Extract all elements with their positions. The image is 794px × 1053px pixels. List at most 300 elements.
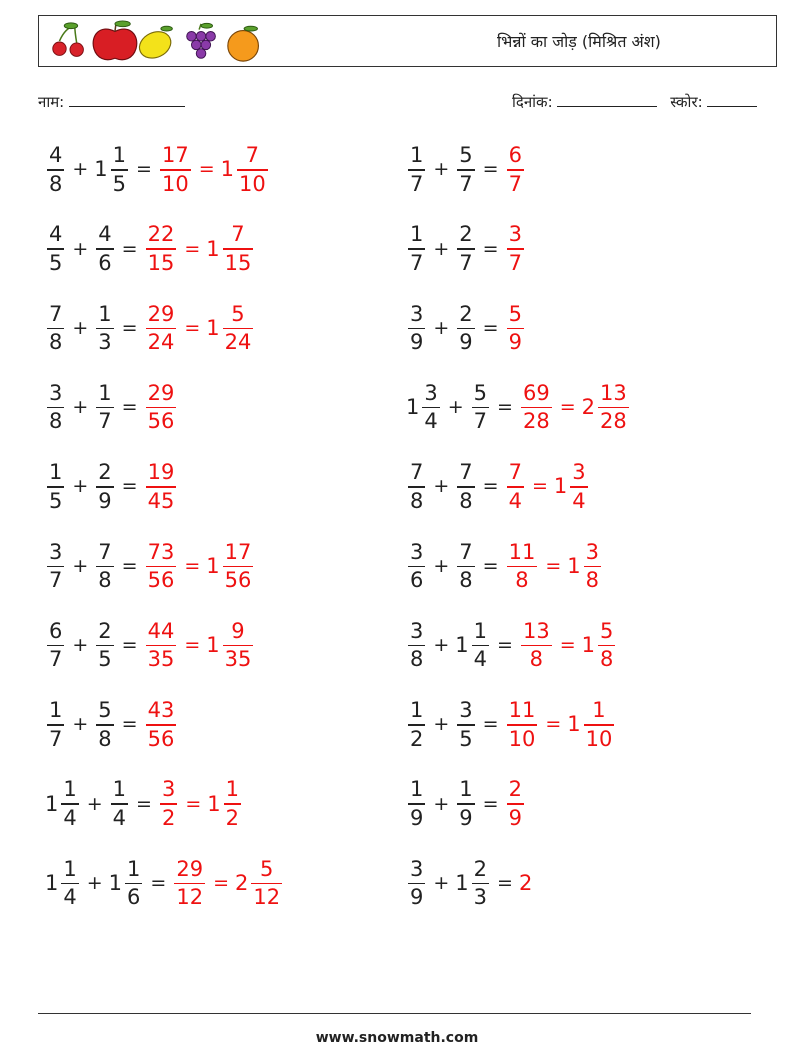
answer-mixed-fraction xyxy=(598,380,629,434)
denominator: 5 xyxy=(49,250,63,275)
answer-mixed-number xyxy=(206,224,255,274)
answer-fraction xyxy=(507,224,524,274)
denominator: 7 xyxy=(508,171,522,196)
answer-mixed-whole: 1 xyxy=(206,236,220,261)
numerator: 6 xyxy=(49,618,63,643)
addend-a-number xyxy=(45,856,81,910)
answer-mixed-number xyxy=(235,856,284,910)
addend-a-number xyxy=(45,779,81,829)
plus-sign: + xyxy=(433,792,450,815)
equals-sign: = xyxy=(184,634,201,657)
answer-mixed-number xyxy=(206,301,255,355)
denominator: 10 xyxy=(239,171,266,196)
fraction-bar xyxy=(146,328,177,330)
equals-sign: = xyxy=(121,634,138,657)
denominator: 9 xyxy=(508,805,522,830)
numerator: 11 xyxy=(508,539,536,564)
fraction-bar xyxy=(223,645,254,647)
problem-item xyxy=(406,700,616,760)
answer-mixed-whole: 1 xyxy=(206,553,220,578)
score-label: स्कोर: xyxy=(670,93,703,111)
fraction-bar xyxy=(96,566,113,568)
denominator: 8 xyxy=(98,568,112,592)
answer-fraction xyxy=(146,700,177,750)
fraction-bar xyxy=(408,883,425,885)
numerator: 19 xyxy=(147,460,175,485)
addend-a-number xyxy=(406,462,427,512)
answer-mixed-number xyxy=(206,539,255,592)
numerator: 5 xyxy=(260,856,274,881)
numerator: 13 xyxy=(600,380,627,405)
denominator: 35 xyxy=(147,647,175,672)
fraction-bar xyxy=(223,566,254,568)
numerator: 22 xyxy=(147,222,175,247)
plus-sign: + xyxy=(433,237,450,260)
numerator: 3 xyxy=(161,777,176,802)
answer-mixed-fraction xyxy=(224,779,241,829)
date-label: दिनांक: xyxy=(512,93,553,111)
fraction-bar xyxy=(472,645,489,647)
fraction-bar xyxy=(146,407,177,409)
equals-sign: = xyxy=(184,316,201,339)
addend-a-number xyxy=(45,145,66,195)
problem-item xyxy=(45,539,255,602)
addend-a-whole: 1 xyxy=(45,791,59,816)
equals-sign: = xyxy=(559,396,576,419)
addend-a-fraction xyxy=(408,618,425,672)
score-blank xyxy=(707,92,757,107)
numerator: 1 xyxy=(98,301,112,326)
plus-sign: + xyxy=(447,396,464,419)
numerator: 29 xyxy=(147,380,175,405)
addend-b-number xyxy=(455,145,476,195)
name-field xyxy=(38,92,185,112)
addend-a-number xyxy=(406,145,427,195)
addend-b-fraction xyxy=(96,700,113,750)
equals-sign: = xyxy=(121,316,138,339)
numerator: 69 xyxy=(522,380,550,405)
numerator: 29 xyxy=(176,856,204,881)
denominator: 3 xyxy=(98,330,112,355)
addend-a-number xyxy=(406,700,427,750)
denominator: 2 xyxy=(161,805,176,830)
answer-fraction xyxy=(507,539,538,592)
addend-a-fraction xyxy=(408,779,425,829)
fraction-bar xyxy=(598,645,615,647)
equals-sign: = xyxy=(545,713,562,736)
fraction-bar xyxy=(457,169,474,171)
answer-mixed-number xyxy=(567,539,603,592)
denominator: 9 xyxy=(410,885,424,910)
addend-a-number xyxy=(406,779,427,829)
numerator: 1 xyxy=(63,856,77,881)
answer-fraction xyxy=(146,380,177,434)
fraction-bar xyxy=(507,803,524,805)
problem-item xyxy=(45,700,178,760)
denominator: 9 xyxy=(459,805,473,830)
addend-b-number xyxy=(470,380,491,434)
addend-a-number xyxy=(406,224,427,274)
addend-a-fraction xyxy=(408,224,425,274)
denominator: 4 xyxy=(572,488,586,513)
fraction-bar xyxy=(408,169,425,171)
fraction-bar xyxy=(408,566,425,568)
denominator: 5 xyxy=(49,488,63,513)
denominator: 9 xyxy=(410,805,424,830)
denominator: 8 xyxy=(410,647,424,672)
equation xyxy=(45,856,284,910)
equation xyxy=(406,145,526,195)
fraction-bar xyxy=(570,486,587,488)
fraction-bar xyxy=(457,248,474,250)
addend-b-fraction xyxy=(111,779,128,829)
equals-sign: = xyxy=(121,475,138,498)
answer-fraction xyxy=(160,779,177,829)
numerator: 7 xyxy=(49,301,63,326)
answer-fraction xyxy=(521,618,552,672)
addend-b-fraction xyxy=(457,301,474,355)
equals-sign: = xyxy=(497,396,513,419)
answer-mixed-number xyxy=(581,380,631,434)
addend-a-fraction xyxy=(47,301,64,355)
addend-b-number xyxy=(94,539,115,592)
addend-a-number xyxy=(45,380,66,434)
fraction-bar xyxy=(96,645,113,647)
fraction-bar xyxy=(408,248,425,250)
answer-number xyxy=(505,145,526,195)
denominator: 7 xyxy=(473,409,488,434)
answer-number xyxy=(144,224,179,274)
fraction-bar xyxy=(457,566,474,568)
answer-fraction xyxy=(146,224,177,274)
equals-sign: = xyxy=(482,158,499,181)
denominator: 12 xyxy=(253,885,281,910)
addend-a-fraction xyxy=(61,856,78,910)
addend-b-number xyxy=(109,779,130,829)
fraction-bar xyxy=(160,803,177,805)
equals-sign: = xyxy=(121,554,138,577)
numerator: 2 xyxy=(459,222,473,247)
denominator: 8 xyxy=(585,568,599,592)
answer-mixed-fraction xyxy=(223,301,254,355)
denominator: 24 xyxy=(147,330,175,355)
addend-b-fraction xyxy=(96,539,113,592)
answer-fraction xyxy=(507,700,538,750)
fraction-bar xyxy=(47,328,64,330)
addend-b-number xyxy=(94,224,115,274)
addend-a-number xyxy=(406,618,427,672)
numerator: 1 xyxy=(410,777,424,802)
denominator: 28 xyxy=(522,409,550,434)
answer-number xyxy=(519,618,554,672)
fraction-bar xyxy=(224,803,241,805)
addend-b-fraction xyxy=(457,700,474,750)
equation xyxy=(45,700,178,750)
equation xyxy=(406,462,590,512)
numerator: 13 xyxy=(522,618,550,643)
denominator: 5 xyxy=(98,647,112,672)
denominator: 4 xyxy=(112,805,127,830)
numerator: 3 xyxy=(424,380,438,405)
addend-a-number xyxy=(45,700,66,750)
addend-a-fraction xyxy=(47,700,64,750)
worksheet-title: भिन्नों का जोड़ (मिश्रित अंश) xyxy=(497,32,661,51)
equals-sign: = xyxy=(482,316,499,339)
plus-sign: + xyxy=(72,316,89,339)
fraction-bar xyxy=(598,407,629,409)
denominator: 9 xyxy=(508,330,522,355)
addend-b-number xyxy=(455,462,476,512)
fraction-bar xyxy=(96,486,113,488)
addend-b-fraction xyxy=(457,539,474,592)
denominator: 15 xyxy=(147,250,175,275)
fraction-bar xyxy=(96,724,113,726)
numerator: 1 xyxy=(410,698,424,723)
denominator: 4 xyxy=(63,885,77,910)
answer-fraction xyxy=(146,301,177,355)
answer-mixed-number xyxy=(581,618,618,672)
fraction-bar xyxy=(408,645,425,647)
answer-mixed-fraction xyxy=(570,462,587,512)
equation xyxy=(406,618,617,672)
problem-item xyxy=(45,224,255,284)
fraction-bar xyxy=(521,407,552,409)
denominator: 4 xyxy=(473,647,488,672)
addend-b-number xyxy=(94,301,115,355)
denominator: 5 xyxy=(112,171,127,196)
numerator: 3 xyxy=(49,539,63,564)
addend-a-fraction xyxy=(47,618,64,672)
numerator: 3 xyxy=(49,380,63,405)
addend-a-number xyxy=(45,301,66,355)
fruit-icons xyxy=(43,20,273,64)
denominator: 8 xyxy=(459,568,473,592)
numerator: 5 xyxy=(231,301,245,326)
cherry-icon xyxy=(53,23,84,56)
plus-sign: + xyxy=(433,554,450,577)
denominator: 7 xyxy=(508,250,522,275)
plus-sign: + xyxy=(72,634,89,657)
answer-fraction xyxy=(521,380,552,434)
addend-b-number xyxy=(94,618,115,672)
problem-item xyxy=(45,145,270,205)
equation xyxy=(45,618,255,672)
fraction-bar xyxy=(47,724,64,726)
answer-number xyxy=(505,779,526,829)
fraction-bar xyxy=(507,328,524,330)
equals-sign: = xyxy=(559,634,576,657)
answer-fraction xyxy=(174,856,205,910)
addend-b-fraction xyxy=(457,145,474,195)
denominator: 7 xyxy=(98,409,112,434)
denominator: 10 xyxy=(161,171,189,196)
addend-b-fraction xyxy=(457,462,474,512)
problem-item xyxy=(406,301,526,364)
addend-b-number xyxy=(455,618,491,672)
addend-b-number xyxy=(455,224,476,274)
fraction-bar xyxy=(47,248,64,250)
numerator: 1 xyxy=(459,777,473,802)
numerator: 17 xyxy=(224,539,252,564)
numerator: 1 xyxy=(225,777,240,802)
equation xyxy=(45,539,255,592)
problem-item xyxy=(45,462,178,522)
answer-mixed-fraction xyxy=(598,618,615,672)
equals-sign: = xyxy=(213,871,229,894)
equals-sign: = xyxy=(121,396,138,419)
numerator: 2 xyxy=(459,301,473,326)
addend-a-number xyxy=(406,301,427,355)
answer-number xyxy=(158,145,193,195)
addend-a-fraction xyxy=(408,856,425,910)
equation xyxy=(406,539,603,592)
numerator: 1 xyxy=(410,222,424,247)
equals-sign: = xyxy=(198,158,215,181)
addend-b-number xyxy=(94,700,115,750)
denominator: 7 xyxy=(410,250,424,275)
answer-fraction xyxy=(160,145,191,195)
fraction-bar xyxy=(111,169,128,171)
numerator: 4 xyxy=(49,222,63,247)
problem-item xyxy=(406,618,617,681)
denominator: 10 xyxy=(585,726,613,751)
lemon-icon xyxy=(135,26,175,63)
fraction-bar xyxy=(507,724,538,726)
answer-mixed-fraction xyxy=(223,539,254,592)
addend-a-fraction xyxy=(47,380,64,434)
answer-number xyxy=(505,700,540,750)
numerator: 44 xyxy=(147,618,175,643)
answer-fraction xyxy=(507,462,524,512)
footer-divider xyxy=(38,1013,751,1014)
numerator: 2 xyxy=(98,618,112,643)
plus-sign: + xyxy=(433,871,450,894)
addend-a-number xyxy=(406,539,427,592)
problem-item xyxy=(406,145,526,205)
fraction-bar xyxy=(507,248,524,250)
orange-icon xyxy=(228,26,259,61)
problem-item xyxy=(45,856,284,919)
apple-icon xyxy=(93,21,137,60)
addend-b-number xyxy=(94,462,115,512)
addend-b-fraction xyxy=(96,301,113,355)
numerator: 3 xyxy=(410,301,424,326)
date-blank xyxy=(557,92,657,107)
addend-b-fraction xyxy=(96,224,113,274)
equals-sign: = xyxy=(136,792,152,815)
numerator: 3 xyxy=(508,222,522,247)
fraction-bar xyxy=(146,486,177,488)
denominator: 8 xyxy=(410,488,424,513)
fraction-bar xyxy=(174,883,205,885)
denominator: 2 xyxy=(225,805,240,830)
equation xyxy=(406,380,631,434)
addend-b-fraction xyxy=(125,856,142,910)
addend-b-fraction xyxy=(457,224,474,274)
fraction-bar xyxy=(584,724,615,726)
numerator: 5 xyxy=(600,618,614,643)
denominator: 15 xyxy=(224,250,252,275)
answer-mixed-fraction xyxy=(251,856,282,910)
fraction-bar xyxy=(521,645,552,647)
addend-b-fraction xyxy=(96,462,113,512)
addend-b-number xyxy=(455,779,476,829)
fraction-bar xyxy=(96,407,113,409)
numerator: 7 xyxy=(231,222,245,247)
addend-a-whole: 1 xyxy=(406,395,420,420)
addend-a-fraction xyxy=(47,224,64,274)
addend-b-whole: 1 xyxy=(94,157,108,182)
equals-sign: = xyxy=(185,792,202,815)
denominator: 56 xyxy=(147,409,175,434)
answer-mixed-whole: 2 xyxy=(581,395,595,420)
addend-b-number xyxy=(455,539,476,592)
addend-a-number xyxy=(406,380,442,434)
equation xyxy=(45,380,178,434)
equation xyxy=(406,779,526,829)
fraction-bar xyxy=(457,486,474,488)
addend-a-fraction xyxy=(408,301,425,355)
addend-b-fraction xyxy=(457,779,474,829)
fraction-bar xyxy=(507,169,524,171)
problem-item xyxy=(406,856,533,919)
denominator: 56 xyxy=(224,568,252,592)
denominator: 9 xyxy=(459,330,473,355)
problem-item xyxy=(406,539,603,602)
answer-mixed-whole: 1 xyxy=(206,633,220,658)
numerator: 7 xyxy=(98,539,112,564)
equals-sign: = xyxy=(184,237,201,260)
equals-sign: = xyxy=(136,158,152,181)
answer-mixed-whole: 1 xyxy=(567,712,581,737)
fraction-bar xyxy=(146,566,177,568)
numerator: 1 xyxy=(49,460,63,485)
addend-a-fraction xyxy=(47,462,64,512)
equals-sign: = xyxy=(482,475,499,498)
answer-number xyxy=(144,700,179,750)
equation xyxy=(406,700,616,750)
answer-number xyxy=(518,870,533,895)
footer-website: www.snowmath.com xyxy=(315,1030,479,1046)
addend-b-fraction xyxy=(111,145,128,195)
addend-b-fraction xyxy=(472,618,489,672)
fraction-bar xyxy=(408,328,425,330)
numerator: 6 xyxy=(508,143,522,167)
denominator: 8 xyxy=(600,647,614,672)
equation xyxy=(406,224,526,274)
problem-item xyxy=(45,301,255,364)
plus-sign: + xyxy=(86,871,103,894)
denominator: 56 xyxy=(147,568,175,592)
denominator: 2 xyxy=(410,726,424,751)
denominator: 7 xyxy=(459,250,473,275)
problem-item xyxy=(45,618,255,681)
answer-mixed-number xyxy=(221,145,270,195)
fraction-bar xyxy=(96,328,113,330)
plus-sign: + xyxy=(72,713,89,736)
numerator: 17 xyxy=(161,143,189,167)
worksheet-header xyxy=(38,15,777,67)
plus-sign: + xyxy=(72,158,89,181)
numerator: 1 xyxy=(127,856,141,881)
answer-fraction xyxy=(146,618,177,672)
answer-number xyxy=(505,224,526,274)
answer-number xyxy=(158,779,179,829)
fraction-bar xyxy=(61,803,78,805)
plus-sign: + xyxy=(433,475,450,498)
answer-mixed-whole: 1 xyxy=(581,633,595,658)
plus-sign: + xyxy=(72,554,89,577)
